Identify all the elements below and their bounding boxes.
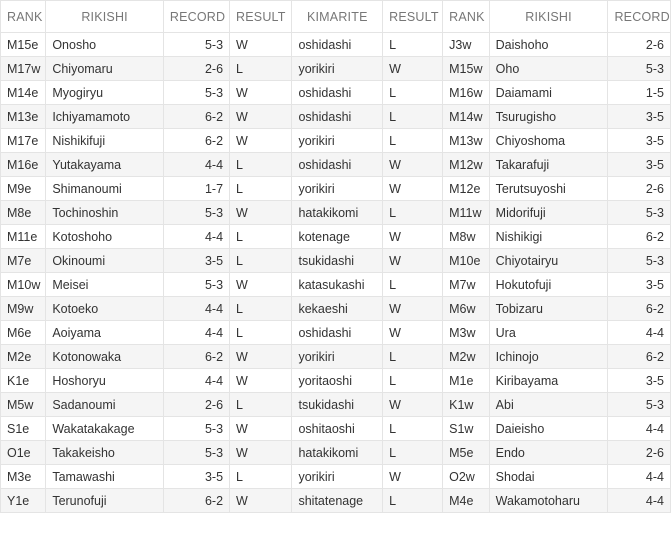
table-row <box>1 177 671 201</box>
cell-west-rikishi: Midorifuji <box>489 201 608 225</box>
cell-west-record: 2-6 <box>608 177 671 201</box>
cell-west-result: W <box>383 465 443 489</box>
cell-east-rank: M3e <box>1 465 46 489</box>
cell-west-result: L <box>383 441 443 465</box>
column-header-result[interactable]: RESULT <box>230 1 292 33</box>
cell-east-rikishi: Meisei <box>46 273 164 297</box>
cell-east-record: 4-4 <box>163 153 229 177</box>
cell-kimarite: yorikiri <box>292 177 383 201</box>
cell-west-record: 3-5 <box>608 129 671 153</box>
cell-east-result: L <box>230 153 292 177</box>
cell-east-rikishi: Kotoeko <box>46 297 164 321</box>
cell-east-result: L <box>230 249 292 273</box>
cell-kimarite: oshidashi <box>292 81 383 105</box>
cell-east-result: L <box>230 465 292 489</box>
cell-east-rikishi: Sadanoumi <box>46 393 164 417</box>
cell-west-result: L <box>383 129 443 153</box>
cell-west-result: L <box>383 489 443 513</box>
cell-west-rank: M14w <box>443 105 490 129</box>
cell-kimarite: oshidashi <box>292 153 383 177</box>
cell-east-rikishi: Aoiyama <box>46 321 164 345</box>
cell-east-rank: M6e <box>1 321 46 345</box>
cell-east-rank: M9w <box>1 297 46 321</box>
cell-west-rikishi: Ichinojo <box>489 345 608 369</box>
header-row <box>1 1 671 33</box>
cell-east-result: W <box>230 417 292 441</box>
cell-east-rank: M2e <box>1 345 46 369</box>
cell-west-rank: M6w <box>443 297 490 321</box>
cell-west-rikishi: Daishoho <box>489 33 608 57</box>
cell-west-rank: M8w <box>443 225 490 249</box>
cell-east-rikishi: Takakeisho <box>46 441 164 465</box>
cell-east-rikishi: Nishikifuji <box>46 129 164 153</box>
cell-west-result: L <box>383 417 443 441</box>
cell-west-result: W <box>383 297 443 321</box>
cell-west-record: 6-2 <box>608 225 671 249</box>
cell-west-rikishi: Kiribayama <box>489 369 608 393</box>
table-row <box>1 81 671 105</box>
column-header-kimarite[interactable]: KIMARITE <box>292 1 383 33</box>
cell-east-rank: M17e <box>1 129 46 153</box>
cell-west-record: 6-2 <box>608 297 671 321</box>
cell-west-record: 4-4 <box>608 417 671 441</box>
cell-east-record: 2-6 <box>163 393 229 417</box>
column-header-record-opponent[interactable]: RECORD <box>608 1 671 33</box>
cell-kimarite: tsukidashi <box>292 249 383 273</box>
cell-east-rikishi: Tochinoshin <box>46 201 164 225</box>
column-header-result-opponent[interactable]: RESULT <box>383 1 443 33</box>
cell-east-rikishi: Tamawashi <box>46 465 164 489</box>
cell-kimarite: kotenage <box>292 225 383 249</box>
cell-east-record: 5-3 <box>163 81 229 105</box>
cell-west-rank: K1w <box>443 393 490 417</box>
cell-west-record: 4-4 <box>608 489 671 513</box>
cell-west-record: 3-5 <box>608 369 671 393</box>
table-row <box>1 201 671 225</box>
cell-west-result: L <box>383 273 443 297</box>
cell-east-rikishi: Chiyomaru <box>46 57 164 81</box>
cell-west-record: 5-3 <box>608 393 671 417</box>
column-header-rank-opponent[interactable]: RANK <box>443 1 490 33</box>
cell-east-record: 2-6 <box>163 57 229 81</box>
cell-kimarite: yorikiri <box>292 129 383 153</box>
cell-west-rikishi: Daieisho <box>489 417 608 441</box>
cell-east-record: 5-3 <box>163 417 229 441</box>
cell-kimarite: yorikiri <box>292 345 383 369</box>
cell-east-result: W <box>230 273 292 297</box>
cell-east-record: 5-3 <box>163 441 229 465</box>
table-row <box>1 393 671 417</box>
cell-east-rank: M8e <box>1 201 46 225</box>
table-row <box>1 129 671 153</box>
cell-kimarite: hatakikomi <box>292 201 383 225</box>
cell-west-rikishi: Ura <box>489 321 608 345</box>
cell-east-record: 6-2 <box>163 105 229 129</box>
cell-east-rikishi: Kotoshoho <box>46 225 164 249</box>
cell-kimarite: shitatenage <box>292 489 383 513</box>
cell-west-rank: M16w <box>443 81 490 105</box>
cell-east-rank: M7e <box>1 249 46 273</box>
cell-east-record: 4-4 <box>163 369 229 393</box>
column-header-rikishi[interactable]: RIKISHI <box>46 1 164 33</box>
cell-west-result: W <box>383 153 443 177</box>
cell-east-record: 5-3 <box>163 33 229 57</box>
cell-west-result: W <box>383 177 443 201</box>
cell-east-rikishi: Hoshoryu <box>46 369 164 393</box>
cell-east-result: L <box>230 177 292 201</box>
table-row <box>1 417 671 441</box>
cell-east-rikishi: Wakatakakage <box>46 417 164 441</box>
cell-west-rikishi: Chiyoshoma <box>489 129 608 153</box>
cell-east-result: W <box>230 489 292 513</box>
cell-west-rank: M12e <box>443 177 490 201</box>
cell-kimarite: yorikiri <box>292 57 383 81</box>
cell-east-result: L <box>230 393 292 417</box>
cell-west-rikishi: Oho <box>489 57 608 81</box>
cell-east-record: 5-3 <box>163 273 229 297</box>
cell-west-rank: M11w <box>443 201 490 225</box>
cell-east-rank: S1e <box>1 417 46 441</box>
cell-east-result: W <box>230 105 292 129</box>
table-body <box>1 33 671 513</box>
table-row <box>1 153 671 177</box>
cell-west-rank: J3w <box>443 33 490 57</box>
table-row <box>1 105 671 129</box>
table-row <box>1 345 671 369</box>
cell-east-record: 5-3 <box>163 201 229 225</box>
cell-west-record: 2-6 <box>608 33 671 57</box>
cell-east-rank: M11e <box>1 225 46 249</box>
cell-east-result: W <box>230 129 292 153</box>
cell-west-record: 5-3 <box>608 249 671 273</box>
cell-kimarite: hatakikomi <box>292 441 383 465</box>
cell-west-rank: M7w <box>443 273 490 297</box>
cell-west-record: 6-2 <box>608 345 671 369</box>
cell-west-rank: M1e <box>443 369 490 393</box>
cell-west-record: 3-5 <box>608 153 671 177</box>
cell-kimarite: katasukashi <box>292 273 383 297</box>
cell-east-record: 6-2 <box>163 129 229 153</box>
cell-east-record: 3-5 <box>163 465 229 489</box>
cell-west-result: W <box>383 249 443 273</box>
cell-east-rank: M9e <box>1 177 46 201</box>
cell-east-record: 6-2 <box>163 345 229 369</box>
cell-east-rikishi: Kotonowaka <box>46 345 164 369</box>
cell-east-result: L <box>230 321 292 345</box>
cell-east-rank: M5w <box>1 393 46 417</box>
cell-west-rank: M10e <box>443 249 490 273</box>
cell-west-rikishi: Wakamotoharu <box>489 489 608 513</box>
table-row <box>1 57 671 81</box>
cell-east-result: W <box>230 441 292 465</box>
cell-west-rikishi: Takarafuji <box>489 153 608 177</box>
table-row <box>1 225 671 249</box>
cell-west-result: L <box>383 81 443 105</box>
cell-west-record: 1-5 <box>608 81 671 105</box>
cell-west-rank: M2w <box>443 345 490 369</box>
cell-kimarite: tsukidashi <box>292 393 383 417</box>
cell-west-result: L <box>383 201 443 225</box>
cell-kimarite: kekaeshi <box>292 297 383 321</box>
cell-west-rank: S1w <box>443 417 490 441</box>
cell-east-result: W <box>230 33 292 57</box>
cell-west-rank: M15w <box>443 57 490 81</box>
cell-west-result: L <box>383 105 443 129</box>
cell-east-rank: K1e <box>1 369 46 393</box>
cell-east-rikishi: Ichiyamamoto <box>46 105 164 129</box>
table-row <box>1 321 671 345</box>
cell-west-rikishi: Terutsuyoshi <box>489 177 608 201</box>
cell-east-result: W <box>230 369 292 393</box>
cell-east-record: 1-7 <box>163 177 229 201</box>
cell-west-rank: M13w <box>443 129 490 153</box>
table-row <box>1 273 671 297</box>
cell-kimarite: oshidashi <box>292 321 383 345</box>
cell-kimarite: oshitaoshi <box>292 417 383 441</box>
cell-east-rikishi: Terunofuji <box>46 489 164 513</box>
cell-west-rikishi: Daiamami <box>489 81 608 105</box>
cell-east-result: W <box>230 345 292 369</box>
cell-east-rikishi: Shimanoumi <box>46 177 164 201</box>
cell-kimarite: oshidashi <box>292 105 383 129</box>
table-row <box>1 489 671 513</box>
cell-west-rikishi: Shodai <box>489 465 608 489</box>
cell-west-rikishi: Abi <box>489 393 608 417</box>
table-row <box>1 441 671 465</box>
cell-west-rikishi: Endo <box>489 441 608 465</box>
cell-west-rank: O2w <box>443 465 490 489</box>
cell-west-record: 3-5 <box>608 273 671 297</box>
column-header-record[interactable]: RECORD <box>163 1 229 33</box>
cell-west-rikishi: Hokutofuji <box>489 273 608 297</box>
cell-east-rikishi: Myogiryu <box>46 81 164 105</box>
cell-west-rikishi: Tsurugisho <box>489 105 608 129</box>
cell-kimarite: yoritaoshi <box>292 369 383 393</box>
cell-east-record: 6-2 <box>163 489 229 513</box>
cell-east-result: L <box>230 225 292 249</box>
cell-east-record: 3-5 <box>163 249 229 273</box>
cell-west-record: 4-4 <box>608 465 671 489</box>
cell-west-rank: M5e <box>443 441 490 465</box>
cell-west-record: 5-3 <box>608 57 671 81</box>
cell-kimarite: yorikiri <box>292 465 383 489</box>
cell-east-result: W <box>230 81 292 105</box>
cell-east-rank: O1e <box>1 441 46 465</box>
cell-west-result: L <box>383 33 443 57</box>
table-row <box>1 465 671 489</box>
cell-west-record: 3-5 <box>608 105 671 129</box>
cell-west-rikishi: Chiyotairyu <box>489 249 608 273</box>
cell-east-record: 4-4 <box>163 225 229 249</box>
cell-west-result: W <box>383 225 443 249</box>
cell-east-rank: M14e <box>1 81 46 105</box>
cell-kimarite: oshidashi <box>292 33 383 57</box>
cell-west-result: W <box>383 393 443 417</box>
cell-east-rikishi: Yutakayama <box>46 153 164 177</box>
cell-east-result: W <box>230 201 292 225</box>
table-row <box>1 33 671 57</box>
cell-east-rank: M17w <box>1 57 46 81</box>
table-row <box>1 297 671 321</box>
cell-east-result: L <box>230 57 292 81</box>
cell-west-rank: M4e <box>443 489 490 513</box>
cell-west-result: L <box>383 369 443 393</box>
cell-west-rikishi: Tobizaru <box>489 297 608 321</box>
table-row <box>1 369 671 393</box>
cell-east-rank: M15e <box>1 33 46 57</box>
cell-east-rikishi: Onosho <box>46 33 164 57</box>
column-header-rank[interactable]: RANK <box>1 1 46 33</box>
cell-west-result: W <box>383 57 443 81</box>
cell-east-result: L <box>230 297 292 321</box>
table-row <box>1 249 671 273</box>
cell-east-rank: Y1e <box>1 489 46 513</box>
cell-west-record: 4-4 <box>608 321 671 345</box>
cell-west-record: 2-6 <box>608 441 671 465</box>
cell-east-record: 4-4 <box>163 297 229 321</box>
column-header-rikishi-opponent[interactable]: RIKISHI <box>489 1 608 33</box>
cell-east-rank: M16e <box>1 153 46 177</box>
cell-west-result: L <box>383 345 443 369</box>
cell-west-rank: M3w <box>443 321 490 345</box>
cell-west-result: W <box>383 321 443 345</box>
cell-east-rank: M10w <box>1 273 46 297</box>
cell-west-record: 5-3 <box>608 201 671 225</box>
cell-east-rikishi: Okinoumi <box>46 249 164 273</box>
cell-west-rikishi: Nishikigi <box>489 225 608 249</box>
cell-west-rank: M12w <box>443 153 490 177</box>
cell-east-rank: M13e <box>1 105 46 129</box>
cell-east-record: 4-4 <box>163 321 229 345</box>
